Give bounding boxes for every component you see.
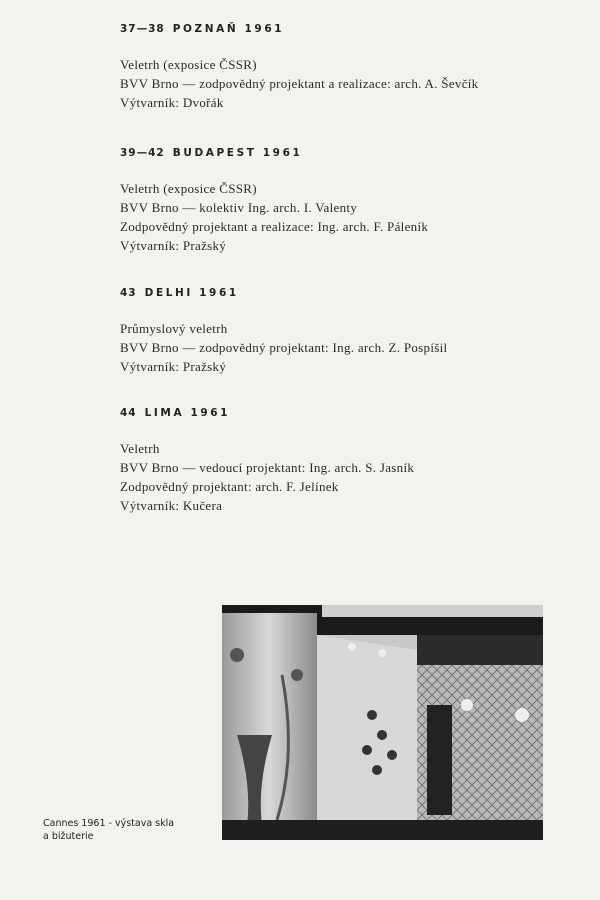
section-title: DELHI 1961 xyxy=(144,287,239,299)
text-line: Veletrh (exposice ČSSR) xyxy=(120,181,257,196)
section-number: 39—42 xyxy=(120,147,165,159)
exhibition-photo-image xyxy=(222,605,543,840)
section-heading xyxy=(120,407,414,419)
text-line: BVV Brno — kolektiv Ing. arch. I. Valenty xyxy=(120,200,358,215)
photo-caption xyxy=(43,817,174,843)
text-line: Veletrh (exposice ČSSR) xyxy=(120,57,257,72)
caption-line: a bižuterie xyxy=(43,831,94,842)
text-line: Průmyslový veletrh xyxy=(120,321,228,336)
section-title: BUDAPEST 1961 xyxy=(172,147,303,159)
text-line: Výtvarník: Dvořák xyxy=(120,95,224,110)
section-poznan xyxy=(120,23,478,112)
caption-line: Cannes 1961 - výstava skla xyxy=(43,818,175,829)
text-line: Výtvarník: Kučera xyxy=(120,498,223,513)
text-line: Výtvarník: Pražský xyxy=(120,359,227,374)
text-line: BVV Brno — zodpovědný projektant a realizace: arch. A. Ševčík xyxy=(120,76,479,91)
exhibition-photo xyxy=(222,605,543,840)
section-title: POZNAŇ 1961 xyxy=(172,23,285,35)
section-heading xyxy=(120,287,447,299)
text-line: BVV Brno — vedoucí projektant: Ing. arch. S. Jasník xyxy=(120,460,415,475)
section-title: LIMA 1961 xyxy=(144,407,231,419)
text-line: Zodpovědný projektant: arch. F. Jelínek xyxy=(120,479,339,494)
section-budapest xyxy=(120,147,428,255)
text-line: Výtvarník: Pražský xyxy=(120,238,227,253)
text-line: Veletrh xyxy=(120,441,160,456)
section-number: 43 xyxy=(120,287,137,299)
section-heading xyxy=(120,23,478,35)
section-lima xyxy=(120,407,414,515)
section-number: 37—38 xyxy=(120,23,165,35)
text-line: Zodpovědný projektant a realizace: Ing. arch. F. Páleník xyxy=(120,219,429,234)
section-heading xyxy=(120,147,428,159)
section-number: 44 xyxy=(120,407,137,419)
text-line: BVV Brno — zodpovědný projektant: Ing. arch. Z. Pospíšil xyxy=(120,340,448,355)
section-delhi xyxy=(120,287,447,376)
